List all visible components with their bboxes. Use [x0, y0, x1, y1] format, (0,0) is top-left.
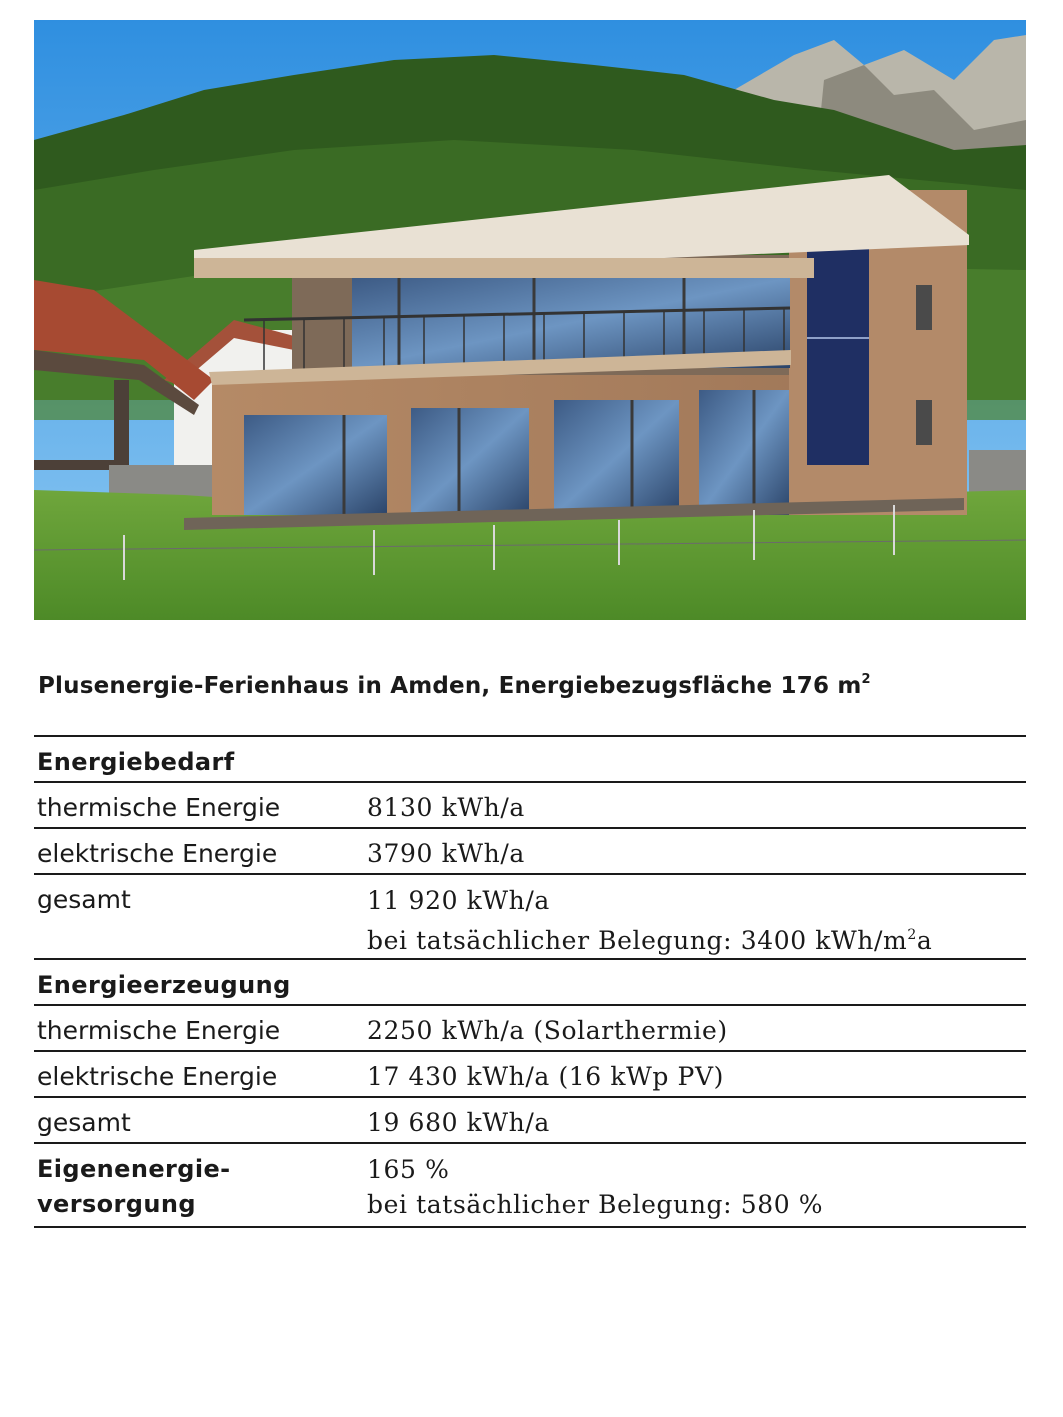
row-note: bei tatsächlicher Belegung: 580 %: [367, 1190, 824, 1219]
row-value: 8130 kWh/a: [367, 793, 525, 822]
table-row: [34, 1097, 1026, 1143]
caption-title: [38, 672, 1028, 699]
row-label: elektrische Energie: [37, 1062, 278, 1091]
row-label-line2: versorgung: [37, 1190, 196, 1218]
section-header-demand: [34, 736, 1026, 782]
row-value: 19 680 kWh/a: [367, 1108, 550, 1137]
row-note-suffix: a: [916, 926, 933, 955]
table-row-self-supply: [34, 1143, 1026, 1227]
row-label: gesamt: [37, 885, 131, 914]
section-title-production: Energieerzeugung: [37, 971, 291, 999]
table-row: [34, 874, 1026, 959]
row-label: gesamt: [37, 1108, 131, 1137]
row-label: elektrische Energie: [37, 839, 278, 868]
row-label: thermische Energie: [37, 793, 281, 822]
caption-superscript: 2: [861, 672, 871, 687]
row-note-superscript: 2: [907, 927, 917, 943]
row-value: 17 430 kWh/a (16 kWp PV): [367, 1062, 724, 1091]
section-header-production: [34, 959, 1026, 1005]
row-label: thermische Energie: [37, 1016, 281, 1045]
row-value: 165 %: [367, 1155, 450, 1184]
row-value: 11 920 kWh/a: [367, 886, 550, 915]
row-value: 2250 kWh/a (Solarthermie): [367, 1016, 728, 1045]
energy-table: [34, 735, 1026, 1228]
table-row: [34, 782, 1026, 828]
section-title-demand: Energiebedarf: [37, 748, 235, 776]
table-row: [34, 1051, 1026, 1097]
house-photo: [34, 20, 1026, 620]
table-row: [34, 1005, 1026, 1051]
table-row: [34, 828, 1026, 874]
row-value: 3790 kWh/a: [367, 839, 525, 868]
row-label: Eigenenergie-: [37, 1155, 231, 1183]
row-note: bei tatsächlicher Belegung: 3400 kWh/m: [367, 926, 908, 955]
caption-text: Plusenergie-Ferienhaus in Amden, Energiebezugsfläche 176 m: [38, 673, 862, 699]
